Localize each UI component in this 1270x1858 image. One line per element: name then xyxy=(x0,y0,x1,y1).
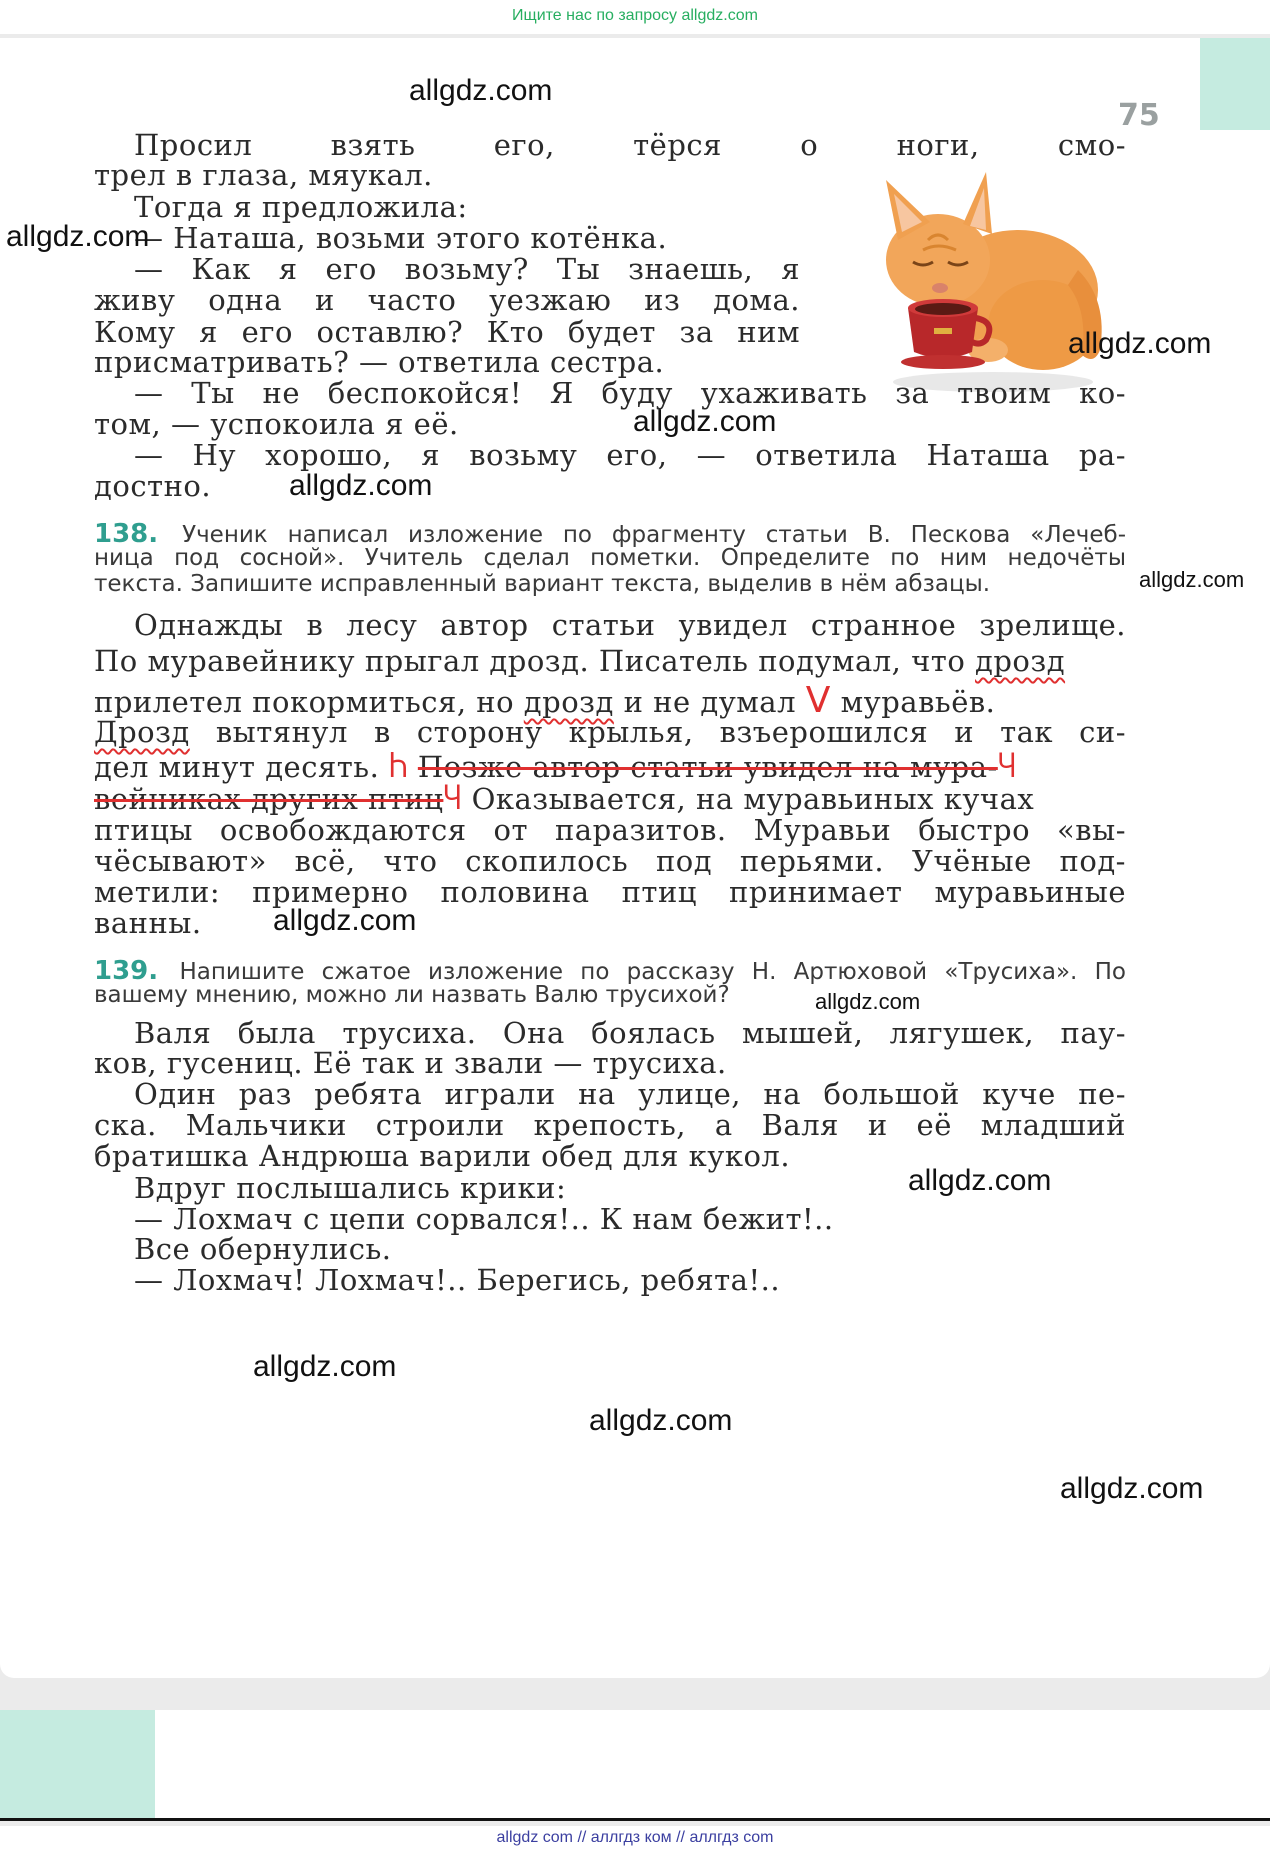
story2-line xyxy=(94,1263,1126,1297)
story-line: достно. xyxy=(94,469,212,503)
story-line-text: Просил взять его, тёрся о ноги, смо- xyxy=(134,128,1126,162)
footer-divider xyxy=(0,1818,1270,1821)
essay-text: дел минут десять. xyxy=(94,750,390,784)
story2-text: Валя была трусиха. Она боялась мышей, лягушек, пау- xyxy=(134,1016,1126,1050)
story-line xyxy=(94,128,1126,162)
page-number: 75 xyxy=(1118,98,1160,133)
struck-out-text: вейниках других птиц xyxy=(94,782,444,816)
story-line xyxy=(94,376,1126,410)
task-text: Напишите сжатое изложение по рассказу Н. Артюховой «Трусиха». По xyxy=(179,959,1127,985)
story2-text: Один раз ребята играли на улице, на большой куче пе- xyxy=(134,1077,1126,1111)
story2-line xyxy=(94,1016,1126,1050)
story2-line: ков, гусениц. Её так и звали — трусиха. xyxy=(94,1046,727,1080)
repetition-mark: дрозд xyxy=(523,685,614,719)
story-line-text: Тогда я предложила: xyxy=(134,190,468,224)
story2-line: ска. Мальчики строили крепость, а Валя и её младший xyxy=(94,1108,1126,1142)
essay-text: и не думал xyxy=(613,685,806,719)
essay-text: муравьёв. xyxy=(830,685,996,719)
essay-text: вытянул в сторону крылья, взъерошился и так си- xyxy=(189,715,1126,749)
next-page-strip xyxy=(0,1710,1270,1818)
story-line-text: — Как я его возьму? Ты знаешь, я xyxy=(134,252,800,286)
watermark[interactable]: allgdz.com xyxy=(633,405,777,438)
bracket-mark: Ⴗ xyxy=(443,782,462,816)
footer-links[interactable]: allgdz com // аллгдз ком // аллгдз com xyxy=(0,1826,1270,1858)
essay-line xyxy=(94,644,1126,678)
watermark[interactable]: allgdz.com xyxy=(289,469,433,502)
watermark[interactable]: allgdz.com xyxy=(1068,327,1212,360)
essay-line: метили: примерно половина птиц принимает муравьиные xyxy=(94,875,1126,909)
missing-word-mark: V xyxy=(805,680,831,721)
watermark[interactable]: allgdz.com xyxy=(1060,1472,1204,1505)
task-text: Ученик написал изложение по фрагменту статьи В. Пескова «Лечеб- xyxy=(182,522,1127,548)
watermark[interactable]: allgdz.com xyxy=(273,904,417,937)
watermark[interactable]: allgdz.com xyxy=(253,1350,397,1383)
story-line: том, — успокоила я её. xyxy=(94,407,459,441)
story2-text: — Лохмач! Лохмач!.. Берегись, ребята!.. xyxy=(134,1263,781,1297)
essay-text: Оказывается, на муравьиных кучах xyxy=(461,782,1035,816)
top-banner[interactable]: Ищите нас по запросу allgdz.com xyxy=(0,0,1270,34)
task-138-line: ница под сосной». Учитель сделал пометки. Определите по ним недочёты xyxy=(94,545,1126,571)
story2-line: братишка Андрюша варили обед для кукол. xyxy=(94,1139,791,1173)
watermark[interactable]: allgdz.com xyxy=(409,74,553,107)
story-line: присматривать? — ответила сестра. xyxy=(94,345,665,379)
story-line-text: — Ты не беспокойся! Я буду ухаживать за твоим ко- xyxy=(134,376,1126,410)
story-line xyxy=(94,190,1126,224)
essay-text: прилетел покормиться, но xyxy=(94,685,524,719)
watermark[interactable]: allgdz.com xyxy=(589,1404,733,1437)
repetition-mark: Дрозд xyxy=(94,715,190,749)
essay-text: По муравейнику прыгал дрозд. Писатель подумал, что xyxy=(94,644,975,678)
task-number: 138. xyxy=(94,519,159,549)
struck-out-text: Позже автор статьи увидел на мура- xyxy=(417,750,998,784)
watermark[interactable]: allgdz.com xyxy=(6,220,150,253)
watermark[interactable]: allgdz.com xyxy=(908,1164,1052,1197)
watermark[interactable]: allgdz.com xyxy=(815,989,921,1014)
story-line xyxy=(94,221,1126,255)
story2-text: — Лохмач с цепи сорвался!.. К нам бежит!.. xyxy=(134,1202,834,1236)
story-line-text: — Наташа, возьми этого котёнка. xyxy=(134,221,668,255)
essay-text: Однажды в лесу автор статьи увидел странное зрелище. xyxy=(134,608,1126,642)
story2-line xyxy=(94,1202,1126,1236)
story-line xyxy=(94,252,800,286)
story2-text: Все обернулись. xyxy=(134,1232,392,1266)
repetition-mark: дрозд xyxy=(975,644,1066,678)
story-line: трел в глаза, мяукал. xyxy=(94,158,433,192)
bracket-mark: Ⴗ xyxy=(997,750,1017,784)
essay-line xyxy=(94,750,1126,785)
task-139-line: вашему мнению, можно ли назвать Валю трусихой? xyxy=(94,982,730,1008)
story2-line xyxy=(94,1077,1126,1111)
essay-line xyxy=(94,715,1126,749)
essay-line: ванны. xyxy=(94,906,202,940)
story2-line xyxy=(94,1232,1126,1266)
story2-text: Вдруг послышались крики: xyxy=(134,1171,567,1205)
paragraph-mark: Ⴙ xyxy=(389,750,409,785)
essay-line xyxy=(94,608,1126,642)
essay-line: чёсывают» всё, что скопилось под перьями. Учёные под- xyxy=(94,844,1126,878)
story-line-text: — Ну хорошо, я возьму его, — ответила Наташа ра- xyxy=(134,438,1126,472)
story-line: живу одна и часто уезжаю из дома. xyxy=(94,283,800,317)
next-page-tab xyxy=(0,1710,155,1818)
task-138-line: текста. Запишите исправленный вариант текста, выделив в нём абзацы. xyxy=(94,571,991,597)
essay-line xyxy=(94,782,1126,816)
story-line: Кому я его оставлю? Кто будет за ним xyxy=(94,315,800,349)
essay-line: птицы освобождаются от паразитов. Муравьи быстро «вы- xyxy=(94,813,1126,847)
watermark[interactable]: allgdz.com xyxy=(1139,567,1245,592)
task-number: 139. xyxy=(94,956,159,986)
story-line xyxy=(94,438,1126,472)
